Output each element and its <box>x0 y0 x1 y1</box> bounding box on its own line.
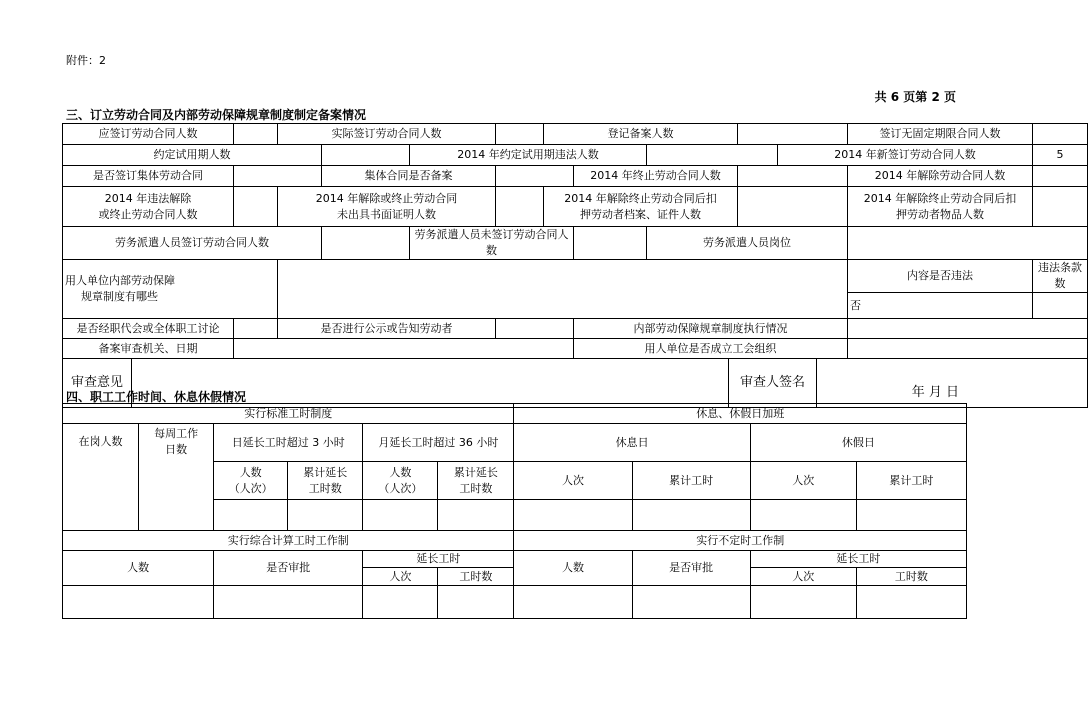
value-cell[interactable]: 否 <box>848 293 1033 319</box>
label-line: 累计延长 <box>303 465 348 479</box>
header-cell: 休假日 <box>750 424 966 462</box>
label-cell <box>278 187 496 227</box>
input-cell[interactable] <box>322 227 410 260</box>
header-cell: 休息日 <box>514 424 750 462</box>
working-hours-table <box>62 403 967 619</box>
label-line: 2014 年违法解除 <box>104 191 192 205</box>
header-cell: 累计工时 <box>632 462 750 500</box>
label-line: 押劳动者物品人数 <box>896 207 985 221</box>
label-line: 或终止劳动合同人数 <box>98 207 198 221</box>
table-row <box>63 145 1088 166</box>
input-cell[interactable] <box>514 586 632 619</box>
input-cell[interactable] <box>363 500 438 531</box>
label-cell: 签订无固定期限合同人数 <box>848 124 1033 145</box>
input-cell[interactable] <box>234 166 322 187</box>
header-cell: 人次 <box>750 568 856 586</box>
review-opinion-label: 审查意见 <box>63 359 132 407</box>
header-cell: 人数 <box>63 551 214 586</box>
input-cell[interactable] <box>496 187 544 227</box>
header-cell: 休息、休假日加班 <box>514 404 967 424</box>
label-cell: 2014 年新签订劳动合同人数 <box>778 145 1033 166</box>
header-cell: 实行标准工时制度 <box>63 404 514 424</box>
label-cell <box>63 260 278 319</box>
label-line: 2014 年解除或终止劳动合同 <box>315 191 458 205</box>
input-cell[interactable] <box>848 319 1088 339</box>
page-info: 共 6 页第 2 页 <box>874 90 956 104</box>
input-cell[interactable] <box>363 586 438 619</box>
input-cell[interactable] <box>496 166 574 187</box>
header-cell <box>288 462 363 500</box>
input-cell[interactable] <box>848 339 1088 359</box>
label-cell: 约定试用期人数 <box>63 145 322 166</box>
label-line: 累计延长 <box>453 465 498 479</box>
input-cell[interactable] <box>848 227 1088 260</box>
input-cell[interactable] <box>234 124 278 145</box>
attachment-label: 附件：2 <box>66 54 106 67</box>
label-cell: 实际签订劳动合同人数 <box>278 124 496 145</box>
header-cell: 人次 <box>363 568 438 586</box>
header-cell: 日延长工时超过 3 小时 <box>214 424 363 462</box>
input-cell[interactable] <box>214 586 363 619</box>
label-cell: 是否签订集体劳动合同 <box>63 166 234 187</box>
header-cell: 月延长工时超过 36 小时 <box>363 424 514 462</box>
table-row <box>63 551 967 568</box>
label-line: 工时数 <box>459 481 493 495</box>
input-cell[interactable] <box>1033 124 1088 145</box>
input-cell[interactable] <box>574 227 647 260</box>
label-cell: 内容是否违法 <box>848 260 1033 293</box>
label-cell <box>848 187 1033 227</box>
table-row <box>63 339 1088 359</box>
input-cell[interactable] <box>322 145 410 166</box>
input-cell[interactable] <box>738 187 848 227</box>
label-cell: 登记备案人数 <box>544 124 738 145</box>
label-line: （人次） <box>378 481 423 495</box>
label-line: （人次） <box>228 481 273 495</box>
label-cell: 应签订劳动合同人数 <box>63 124 234 145</box>
review-date[interactable]: 年 月 日 <box>911 385 959 400</box>
label-cell: 劳务派遣人员未签订劳动合同人数 <box>410 227 574 260</box>
input-cell[interactable] <box>647 145 778 166</box>
label-cell: 2014 年终止劳动合同人数 <box>574 166 738 187</box>
header-cell: 人次 <box>514 462 632 500</box>
input-cell[interactable] <box>234 187 278 227</box>
label-line: 用人单位内部劳动保障 <box>65 274 175 287</box>
label-cell: 用人单位是否成立工会组织 <box>574 339 848 359</box>
input-cell[interactable] <box>496 124 544 145</box>
header-cell: 累计工时 <box>856 462 966 500</box>
section3-title: 三、订立劳动合同及内部劳动保障规章制度制定备案情况 <box>66 108 367 122</box>
input-cell[interactable] <box>514 500 632 531</box>
label-cell: 是否进行公示或告知劳动者 <box>278 319 496 339</box>
label-line: 2014 年解除终止劳动合同后扣 <box>863 191 1017 205</box>
table-row <box>63 260 1088 293</box>
label-cell: 是否经职代会或全体职工讨论 <box>63 319 234 339</box>
header-cell: 工时数 <box>438 568 514 586</box>
value-cell[interactable]: 5 <box>1033 145 1088 166</box>
input-cell[interactable] <box>632 500 750 531</box>
labor-contract-table <box>62 123 1088 408</box>
header-cell: 实行不定时工作制 <box>514 531 967 551</box>
input-cell[interactable] <box>234 319 278 339</box>
label-line: 押劳动者档案、证件人数 <box>580 207 702 221</box>
label-cell: 违法条款数 <box>1033 260 1088 293</box>
label-cell: 劳务派遣人员岗位 <box>647 227 848 260</box>
input-cell[interactable] <box>632 586 750 619</box>
label-cell: 备案审查机关、日期 <box>63 339 234 359</box>
table-row <box>63 166 1088 187</box>
label-line: 日数 <box>165 443 188 456</box>
reviewer-signature-label: 审查人签名 <box>728 359 817 407</box>
input-cell[interactable] <box>1033 187 1088 227</box>
label-line: 规章制度有哪些 <box>81 290 158 303</box>
header-cell <box>139 424 214 531</box>
section4-title: 四、职工工作时间、休息休假情况 <box>66 390 247 404</box>
label-cell: 劳务派遣人员签订劳动合同人数 <box>63 227 322 260</box>
input-cell[interactable] <box>738 124 848 145</box>
label-cell <box>63 187 234 227</box>
table-row <box>63 227 1088 260</box>
table-row <box>63 124 1088 145</box>
label-line: 工时数 <box>308 481 342 495</box>
header-cell <box>438 462 514 500</box>
label-cell <box>544 187 738 227</box>
input-cell[interactable] <box>856 500 966 531</box>
header-cell: 是否审批 <box>214 551 363 586</box>
label-cell: 集体合同是否备案 <box>322 166 496 187</box>
table-row <box>63 586 967 619</box>
input-cell[interactable] <box>438 586 514 619</box>
input-cell[interactable] <box>63 586 214 619</box>
label-cell: 2014 年约定试用期违法人数 <box>410 145 647 166</box>
header-cell: 延长工时 <box>363 551 514 568</box>
table-row <box>63 187 1088 227</box>
table-row <box>63 424 967 462</box>
label-line: 人数 <box>239 465 262 479</box>
header-cell: 人次 <box>750 462 856 500</box>
header-cell: 延长工时 <box>750 551 966 568</box>
label-cell: 2014 年解除劳动合同人数 <box>848 166 1033 187</box>
table-row <box>63 531 967 551</box>
input-cell[interactable] <box>738 166 848 187</box>
input-cell[interactable] <box>1033 166 1088 187</box>
input-cell[interactable] <box>438 500 514 531</box>
input-cell[interactable] <box>856 586 966 619</box>
header-cell: 人数 <box>514 551 632 586</box>
label-line: 2014 年解除终止劳动合同后扣 <box>564 191 717 205</box>
input-cell[interactable] <box>750 586 856 619</box>
input-cell[interactable] <box>1033 293 1088 319</box>
input-cell[interactable] <box>750 500 856 531</box>
label-line: 每周工作 <box>154 427 199 440</box>
input-cell[interactable] <box>278 260 848 319</box>
header-cell: 工时数 <box>856 568 966 586</box>
header-cell <box>363 462 438 500</box>
table-row <box>63 319 1088 339</box>
label-line: 人数 <box>389 465 412 479</box>
input-cell[interactable] <box>496 319 574 339</box>
header-cell: 在岗人数 <box>63 424 139 531</box>
header-cell: 实行综合计算工时工作制 <box>63 531 514 551</box>
input-cell[interactable] <box>234 339 574 359</box>
label-line: 未出具书面证明人数 <box>337 207 436 221</box>
table-row <box>63 404 967 424</box>
header-cell: 是否审批 <box>632 551 750 586</box>
header-cell <box>214 462 288 500</box>
input-cell[interactable] <box>214 500 288 531</box>
label-cell: 内部劳动保障规章制度执行情况 <box>574 319 848 339</box>
input-cell[interactable] <box>288 500 363 531</box>
